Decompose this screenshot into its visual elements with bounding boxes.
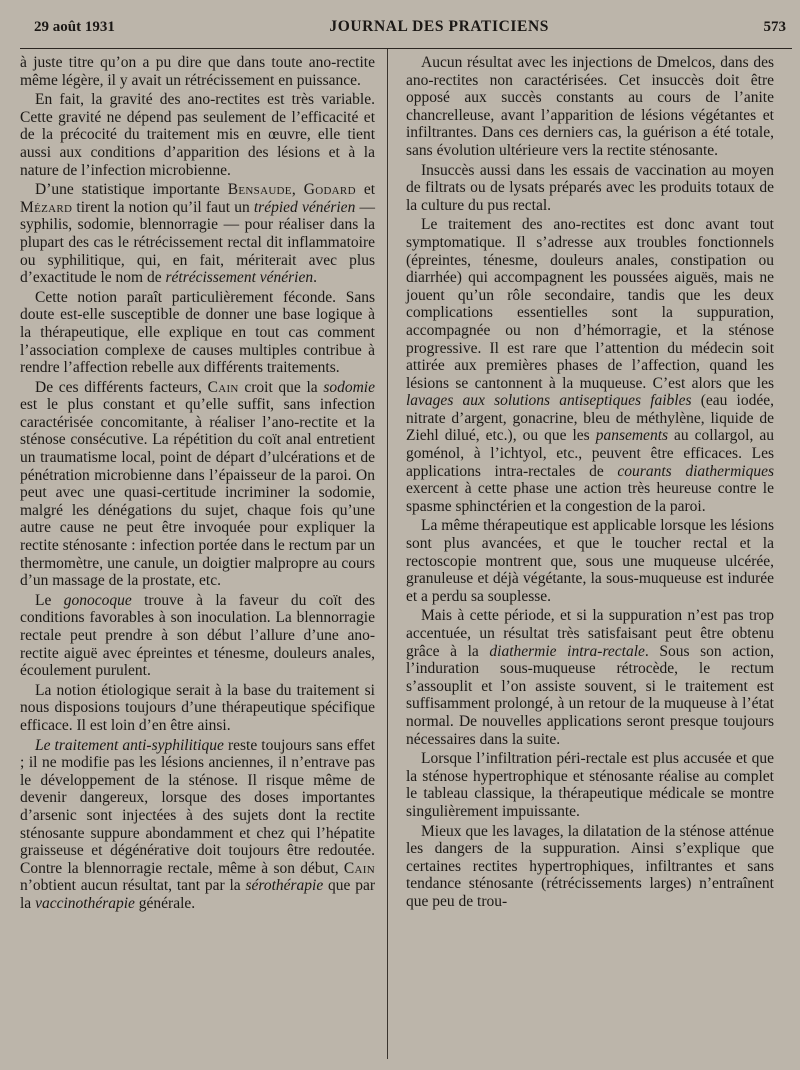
paragraph (20, 592, 375, 680)
emphasis-text: gonocoque (63, 591, 132, 609)
text-run: trouve à la faveur du coït des conditions favorables à son inoculation. La blennorragie rectale peut prendre à son début l’allure d’une ano-rectite aiguë avec épreintes et ténesme, douleurs anales, écoulement purulent. (20, 591, 375, 680)
issue-date: 29 août 1931 (34, 19, 115, 35)
text-run: n’obtient aucun résultat, tant par la (20, 877, 246, 895)
paragraph (406, 517, 774, 605)
paragraph (20, 737, 375, 913)
emphasis-text: diathermie intra-rectale (489, 642, 645, 660)
text-run: Mais à cette période, et si la suppuration n’est pas trop accentuée, un résultat très satisfaisant peut être obtenu grâce à la (406, 607, 774, 660)
text-run: , (291, 181, 304, 199)
emphasis-text: vaccinothérapie (35, 894, 135, 912)
journal-title: JOURNAL DES PRATICIENS (329, 18, 549, 35)
text-run: . Sous son action, l’induration sous-muqueuse rétrocède, le rectum s’assouplit et l’on assiste souvent, si le traitement est suffisamment prolongé, à un retour de la muqueuse à l’état normal. De nouvelles applications seront presque toujours nécessaires dans la suite. (406, 642, 775, 748)
emphasis-text: rétrécissement vénérien (165, 269, 314, 287)
text-run: D’une statistique importante (35, 181, 228, 199)
emphasis-text: trépied vénérien (253, 198, 356, 216)
author-name: Cain (343, 859, 375, 877)
text-run: au collargol, au goménol, à l’ichtyol, etc., peuvent être efficaces. Les applications intra-rectales de (406, 427, 774, 480)
text-run: que par la (20, 877, 376, 912)
text-run: générale. (134, 894, 196, 912)
paragraph (406, 750, 774, 820)
text-run: est le plus constant et qu’elle suffit, sans infection caractérisée concomitante, à réaliser l’ano-rectite et la sténose consécutive. La répétition du coït anal entretient un traumatisme local, point de départ d’ulcérations et de pénétration microbienne dans l’épaisseur de la paroi. On peut avec une quasi-certitude incriminer la sodomie, malgré les dénégations du sujet, chaque fois qu’une autre cause ne peut être invoquée pour expliquer la rectite sténosante : infection portée dans le rectum par un thermomètre, une canule, un doigtier malpropre au cours d’un massage de la prostate, etc. (20, 396, 375, 590)
author-name: Mézard (20, 198, 73, 216)
paragraph (20, 54, 375, 89)
text-run: . (313, 269, 317, 287)
paragraph (20, 289, 375, 377)
text-run: à juste titre qu’on a pu dire que dans toute ano-rectite même légère, il y avait un rétrécissement en puissance. (20, 54, 375, 89)
paragraph (406, 607, 774, 748)
text-run: Le (35, 591, 64, 609)
text-run: exercent à cette phase une action très heureuse contre le spasme sphinctérien et la congestion de la paroi. (406, 480, 774, 515)
article-body (20, 49, 792, 1059)
author-name: Godard (303, 181, 356, 199)
paragraph (20, 91, 375, 179)
text-run: (eau iodée, nitrate d’argent, gonacrine, bleu de méthylène, liquide de Ziehl dilué, etc.), ou que les (406, 392, 774, 445)
text-run: — syphilis, sodomie, blennorragie — pour réaliser dans la plupart des cas le rétrécissement rectal dit inflammatoire ou syphilitique, qui, en fait, mériterait avec plus d’exactitude le nom de (20, 198, 376, 287)
text-run: La même thérapeutique est applicable lorsque les lésions sont plus avancées, et que le toucher rectal et la rectoscopie montrent que, sous une muqueuse ulcérée, granuleuse et déjà végétante, la sous-muqueuse est indurée et a perdu sa souplesse. (406, 517, 774, 605)
paragraph (406, 162, 774, 215)
right-column (388, 49, 774, 1059)
text-run: reste toujours sans effet ; il ne modifie pas les lésions anciennes, il n’entrave pas le développement de la sténose. Il risque même de devenir dangereux, lorsque des doses importantes d’arsenic sont injectées à des sujets dont la rectite sténosante suppure abondamment et chez qui l’hépatite graisseuse et dégénérative doit toujours être redoutée. Contre la blennorragie rectale, même à son début, (20, 736, 375, 877)
emphasis-text: Le traitement anti-syphilitique (35, 736, 224, 754)
emphasis-text: courants diathermiques (617, 462, 775, 480)
text-run: Lorsque l’infiltration péri-rectale est plus accusée et que la sténose hypertrophique et sténosante réalise au complet le tableau classique, la thérapeutique médicale se montre singulièrement impuissante. (406, 750, 774, 820)
emphasis-text: sodomie (323, 378, 375, 396)
text-run: En fait, la gravité des ano-rectites est très variable. Cette gravité ne dépend pas seulement de l’efficacité et de la précocité du traitement mis en œuvre, elle tient aussi aux conditions d’apparition des lésions et à la nature de l’infection microbienne. (20, 91, 375, 179)
text-run: et (355, 181, 375, 199)
author-name: Cain (207, 378, 239, 396)
text-run: La notion étiologique serait à la base du traitement si nous disposions toujours d’une thérapeutique spécifique efficace. Il est loin d’en être ainsi. (20, 681, 375, 734)
text-run: De ces différents facteurs, (35, 378, 208, 396)
running-header (20, 14, 792, 42)
text-run: tirent la notion qu’il faut un (72, 198, 254, 216)
text-run: Cette notion paraît particulièrement féconde. Sans doute est-elle susceptible de donner une base logique à la thérapeutique, elle explique en tout cas comment l’association complexe de causes multiples contribue à rendre l’affection rebelle aux différents traitements. (20, 288, 375, 377)
text-run: croit que la (238, 378, 324, 396)
text-run: Mieux que les lavages, la dilatation de la sténose atténue les dangers de la suppuration. Ainsi s’explique que certaines rectites hypertrophiques, infiltrantes et sans tendance sténosante (rétrécissements larges) n’entraînent que peu de trou- (406, 822, 774, 910)
text-run: Le traitement des ano-rectites est donc avant tout symptomatique. Il s’adresse aux troubles fonctionnels (épreintes, ténesme, douleurs anales, constipation ou diarrhée) qui accompagnent les poussées aiguës, mais ne jouent qu’un rôle secondaire, tandis que les deux complications essentielles sont la suppuration, accompagnée ou non d’hémorragie, et la sténose progressive. Il est rare que l’attention du médecin soit attirée aux premières phases de l’affection, quand les lésions se cantonnent à la muqueuse. C’est alors que les (406, 216, 774, 392)
paragraph (20, 682, 375, 735)
author-name: Bensaude (227, 181, 292, 199)
left-column (20, 49, 387, 1059)
emphasis-text: sérothérapie (245, 877, 324, 895)
page-number: 573 (763, 19, 786, 35)
paragraph (406, 216, 774, 515)
paragraph (406, 54, 774, 160)
emphasis-text: pansements (595, 427, 669, 445)
paragraph (406, 823, 774, 911)
text-run: Aucun résultat avec les injections de Dmelcos, dans des ano-rectites non caractérisées. Cet insuccès doit être opposé aux succès constants au cours de l’anite chancrelleuse, avant l’apparition de lésions végétantes et infiltrantes. Dans ces derniers cas, la guérison a été totale, sans évolution ultérieure vers la rectite sténosante. (406, 54, 774, 159)
paragraph (20, 181, 375, 287)
emphasis-text: lavages aux solutions antiseptiques faibles (406, 392, 692, 410)
text-run: Insuccès aussi dans les essais de vaccination au moyen de filtrats ou de lysats préparés avec les produits totaux de la culture du pus rectal. (406, 161, 774, 214)
paragraph (20, 379, 375, 590)
